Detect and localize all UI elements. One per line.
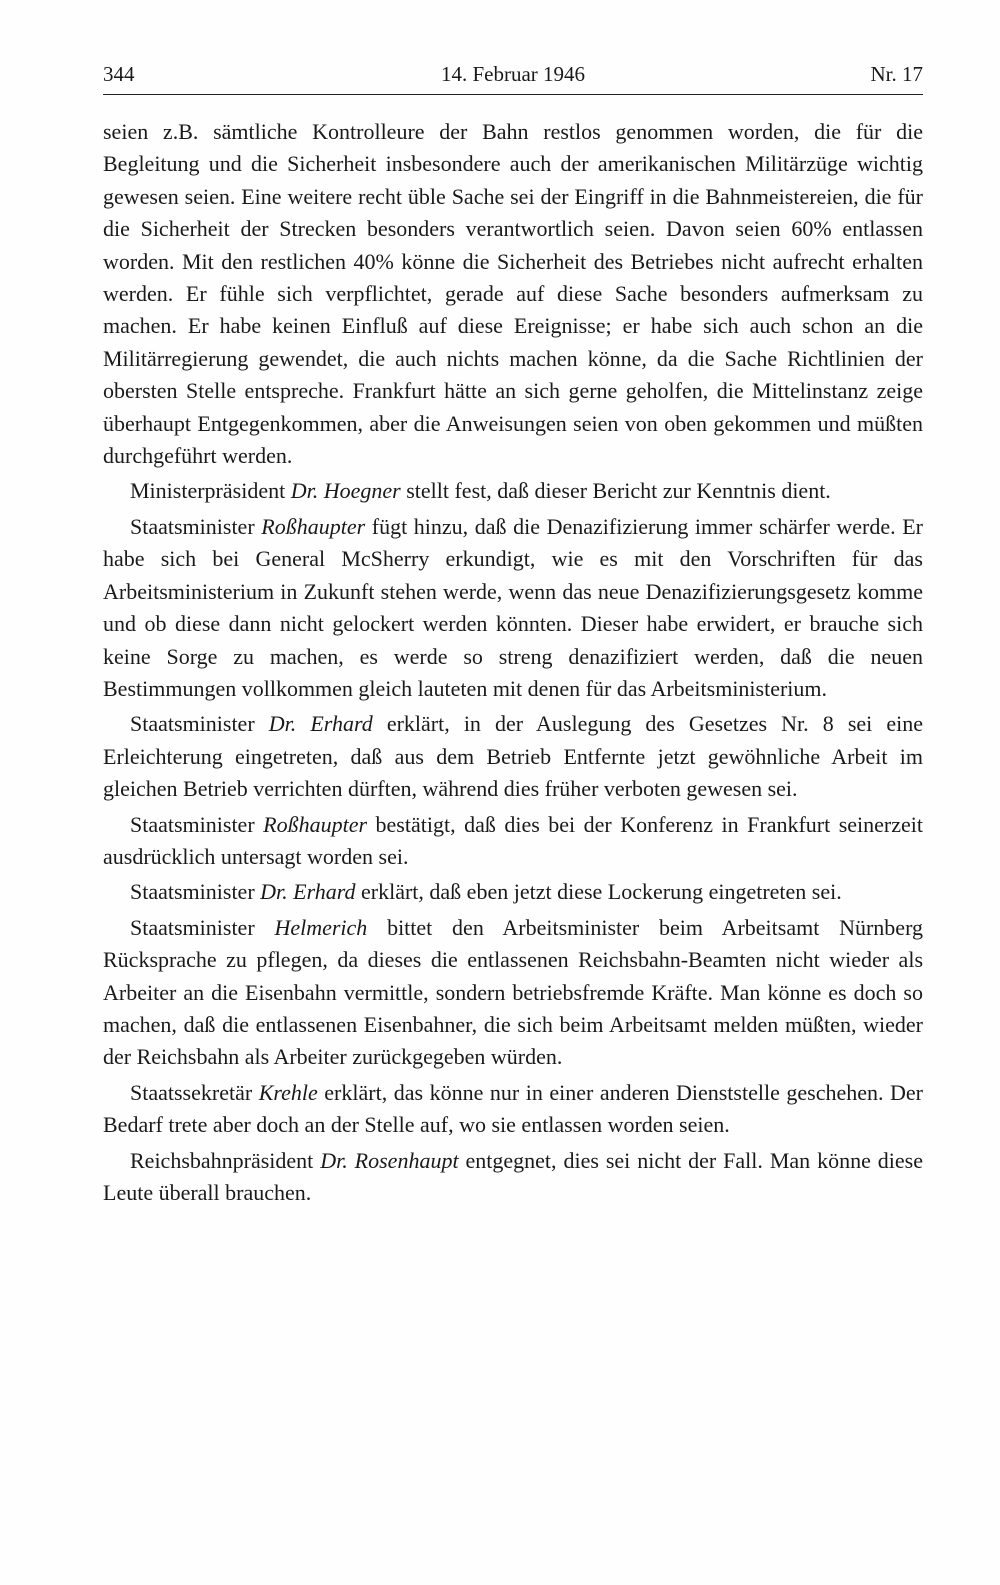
paragraph — [103, 511, 923, 705]
paragraph-text: seien z.B. sämtliche Kontrolleure der Bahn restlos genommen worden, die für die Begleitung und die Sicherheit insbesondere auch der amerikanischen Militärzüge wichtig gewesen seien. Eine weitere recht üble Sache sei der Eingriff in die Bahnmeistereien, die für die Sicherheit der Strecken besonders verantwortlich seien. Davon seien 60% entlassen worden. Mit den restlichen 40% könne die Sicherheit des Betriebes nicht aufrecht erhalten werden. Er fühle sich verpflichtet, gerade auf diese Sache besonders aufmerksam zu machen. Er habe keinen Einfluß auf diese Ereignisse; er habe sich auch schon an die Militärregierung gewendet, die auch nichts machen könne, da die Sache Richtlinien der obersten Stelle entspreche. Frankfurt hätte an sich gerne geholfen, die Mittelinstanz zeige überhaupt Entgegenkommen, aber die Anweisungen seien von oben gekommen und müßten durchgeführt werden. — [103, 119, 923, 469]
speaker-title: Ministerpräsident — [130, 478, 291, 504]
document-number: Nr. 17 — [870, 62, 923, 86]
paragraph — [103, 1077, 923, 1142]
speaker-name: Dr. Erhard — [260, 879, 356, 905]
speaker-title: Staatsminister — [130, 914, 275, 940]
speaker-name: Roßhaupter — [263, 811, 368, 837]
body-text — [103, 116, 923, 1212]
speaker-name: Helmerich — [274, 914, 368, 940]
speaker-title: Staatssekretär — [130, 1079, 259, 1105]
paragraph-text: erklärt, daß eben jetzt diese Lockerung eingetreten sei. — [355, 879, 842, 905]
speaker-title: Staatsminister — [130, 811, 264, 837]
speaker-title: Reichsbahnpräsident — [130, 1147, 321, 1173]
paragraph-text: fügt hinzu, daß die Denazifizierung immer schärfer werde. Er habe sich bei General McSherry erkundigt, wie es mit den Vorschriften für das Arbeitsministerium in Zukunft stehen werde, wenn das neue Denazifizierungsgesetz komme und ob diese dann nicht gelockert werden könnten. Dieser habe erwidert, er brauche sich keine Sorge zu machen, es werde so streng denazifiziert werden, daß die neuen Bestimmungen vollkommen gleich lauteten mit denen für das Arbeitsministerium. — [103, 513, 923, 701]
paragraph-text: entgegnet, dies sei nicht der Fall. Man könne diese Leute überall brauchen. — [103, 1147, 923, 1205]
page-number: 344 — [103, 62, 135, 86]
paragraph — [103, 708, 923, 805]
paragraph-text: erklärt, das könne nur in einer anderen Dienststelle geschehen. Der Bedarf trete aber doch an der Stelle auf, wo sie entlassen worden seien. — [103, 1079, 923, 1138]
paragraph — [103, 1145, 923, 1210]
paragraph-text: erklärt, in der Auslegung des Gesetzes Nr. 8 sei eine Erleichterung eingetreten, daß aus dem Betrieb Entfernte jetzt gewöhnliche Arbeit im gleichen Betrieb verrichten dürften, während dies früher verboten gewesen sei. — [103, 711, 924, 802]
speaker-name: Dr. Hoegner — [290, 478, 401, 504]
paragraph-text: bittet den Arbeitsminister beim Arbeitsamt Nürnberg Rücksprache zu pflegen, da dieses die entlassenen Reichsbahn-Beamten nicht wieder als Arbeiter an die Eisenbahn vermittle, sondern betriebsfremde Kräfte. Man könne es doch so machen, daß die entlassenen Eisenbahner, die sich beim Arbeitsamt melden müßten, wieder der Reichsbahn als Arbeiter zurückgegeben würden. — [103, 914, 923, 1070]
paragraph-text: bestätigt, daß dies bei der Konferenz in Frankfurt seinerzeit ausdrücklich untersagt worden sei. — [103, 811, 924, 869]
speaker-name: Krehle — [258, 1079, 318, 1105]
speaker-title: Staatsminister — [130, 879, 261, 905]
header-rule — [103, 94, 923, 95]
speaker-name: Dr. Rosenhaupt — [320, 1147, 459, 1173]
speaker-name: Roßhaupter — [261, 513, 366, 539]
paragraph — [103, 912, 923, 1074]
paragraph — [103, 475, 923, 507]
speaker-title: Staatsminister — [130, 711, 269, 737]
header-date: 14. Februar 1946 — [440, 62, 586, 86]
running-header — [103, 58, 923, 90]
paragraph — [103, 876, 923, 908]
paragraph-text: stellt fest, daß dieser Bericht zur Kenntnis dient. — [400, 478, 831, 504]
paragraph — [103, 809, 923, 874]
speaker-name: Dr. Erhard — [268, 711, 373, 737]
speaker-title: Staatsminister — [130, 513, 262, 539]
paragraph — [103, 116, 923, 472]
